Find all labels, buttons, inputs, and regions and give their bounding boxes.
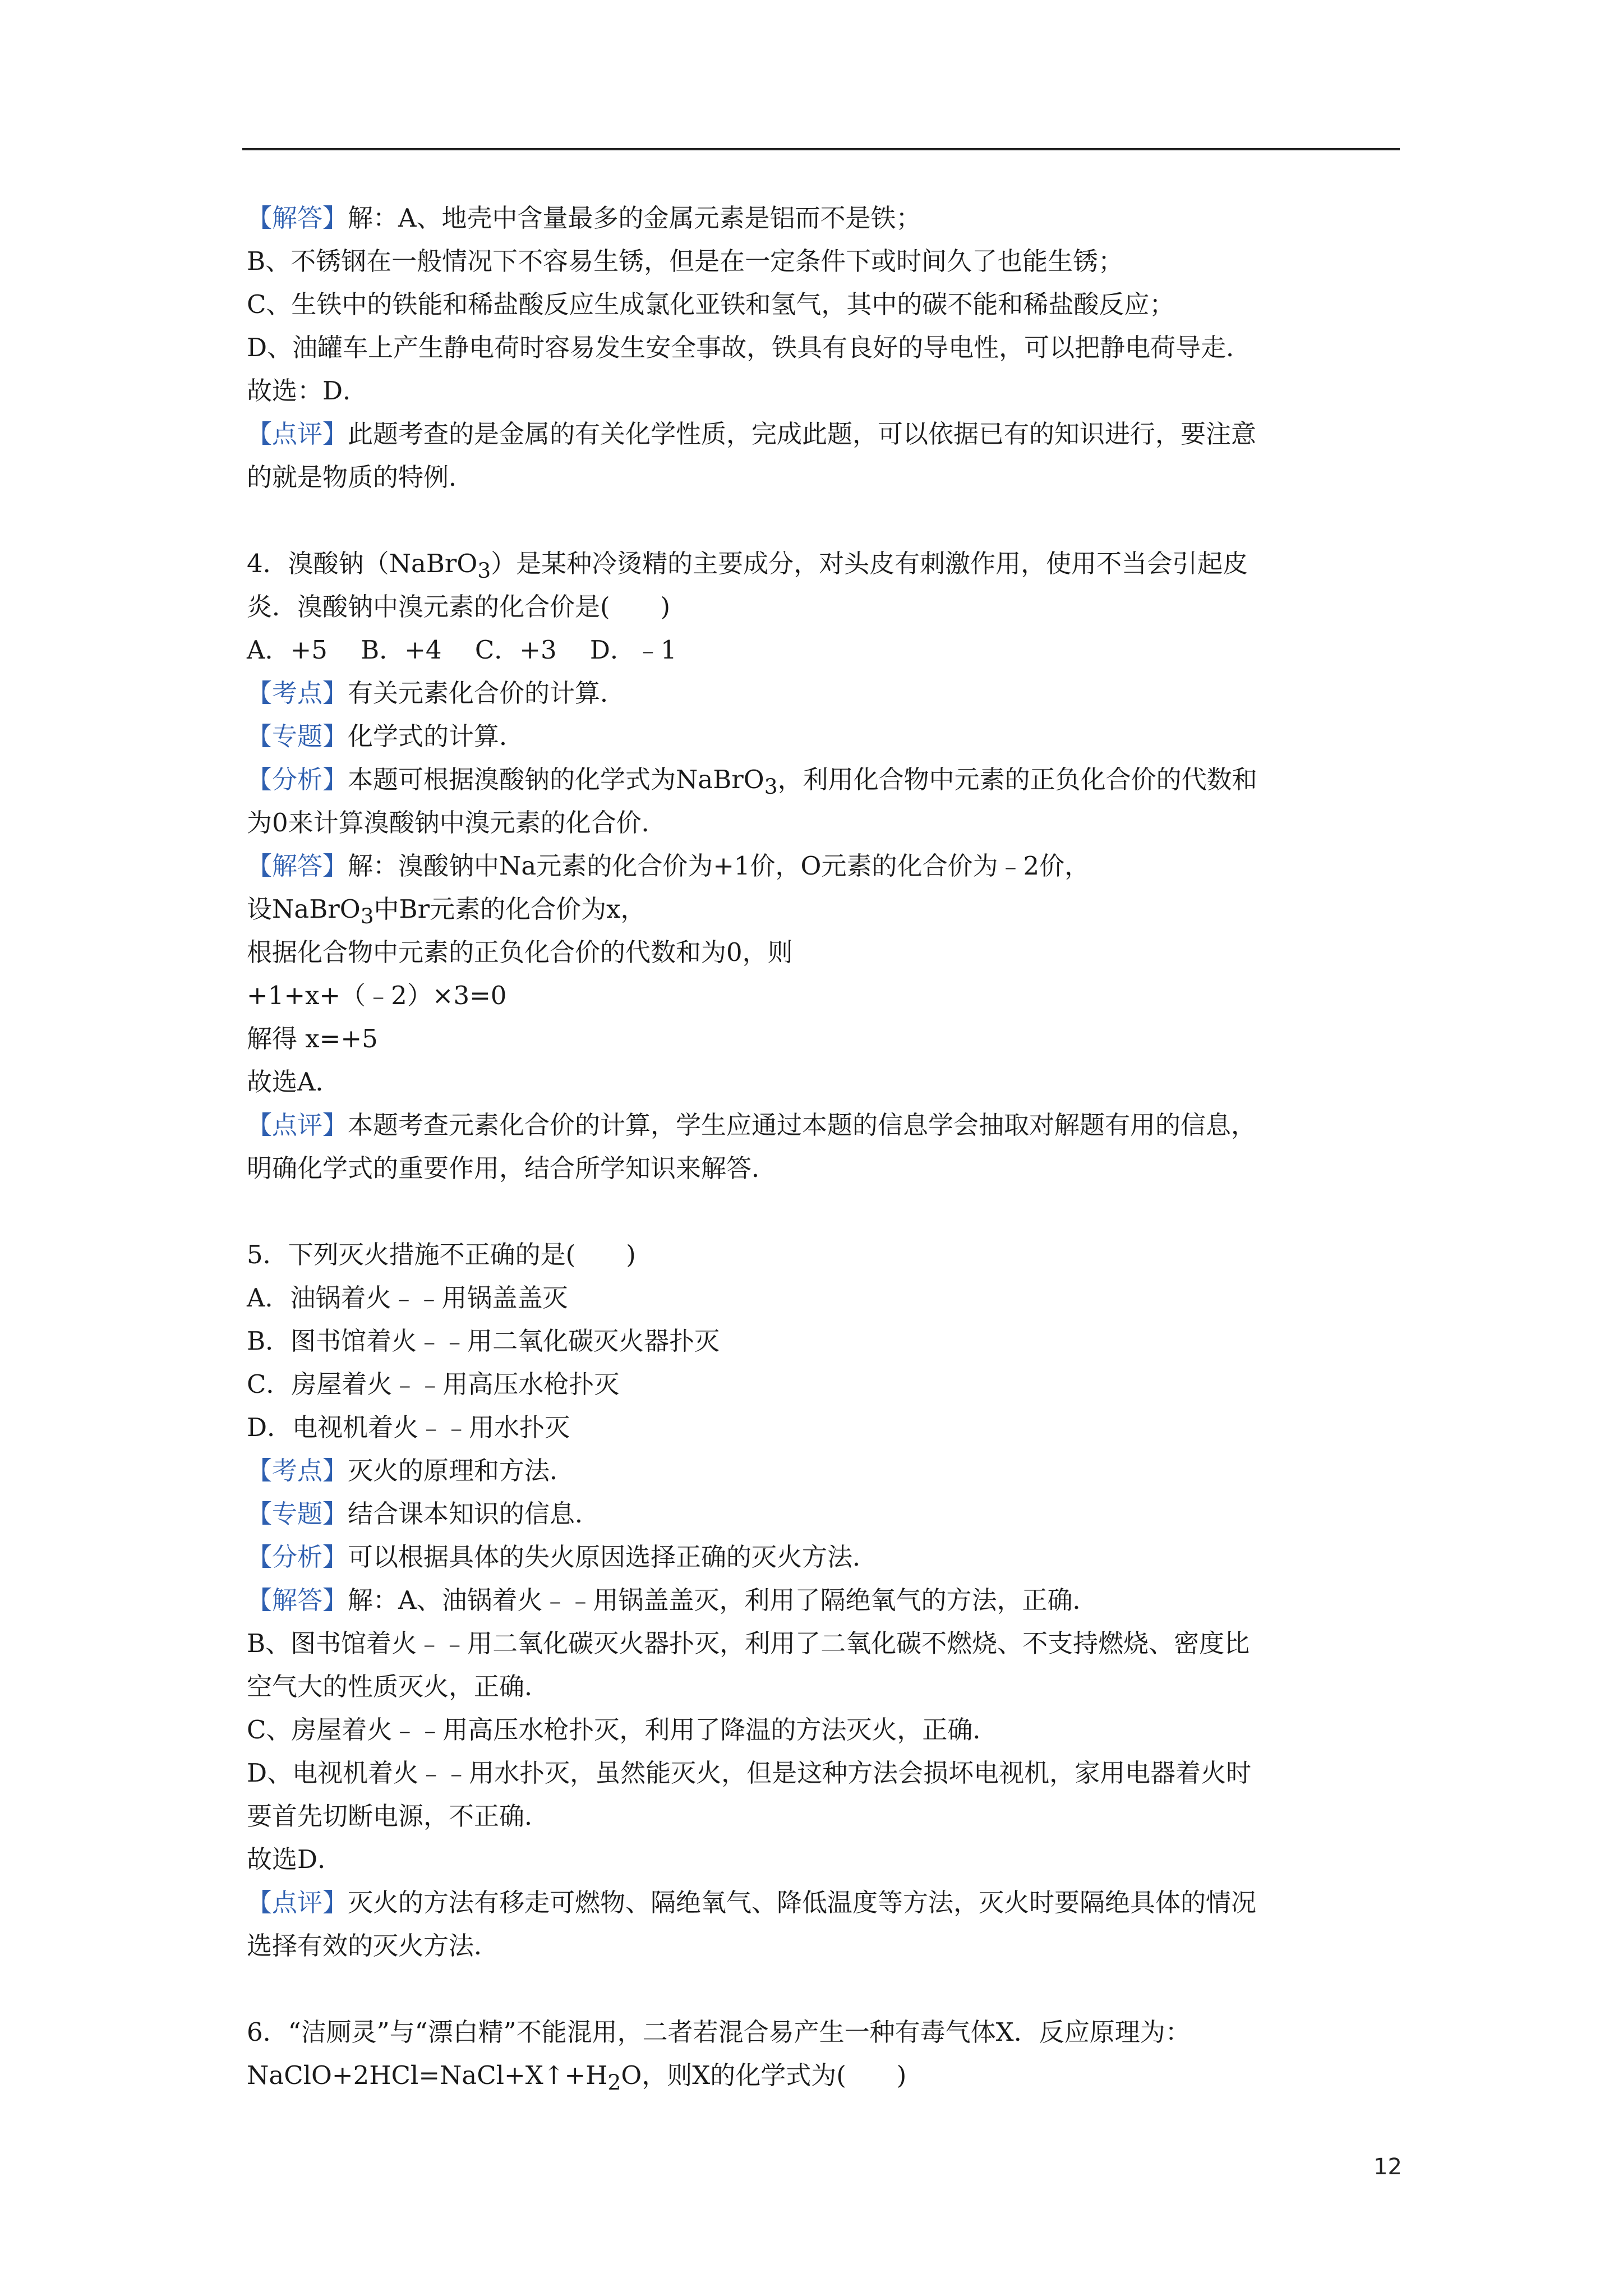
q5-option-b: B．图书馆着火﹣﹣用二氧化碳灭火器扑灭	[247, 1326, 720, 1356]
header-rule	[242, 148, 1400, 150]
q4-stem-line-2: 炎．溴酸钠中溴元素的化合价是( )	[247, 592, 671, 622]
q4-comment-line	[247, 1103, 1402, 1147]
q4-analysis-line	[247, 758, 1402, 801]
analysis-tag: 【分析】	[247, 1542, 348, 1572]
document-body	[247, 196, 1402, 2097]
q6-equation-part: NaClO+2HCl=NaCl+X↑+H	[247, 2060, 608, 2090]
answer-tag: 【解答】	[247, 851, 348, 881]
q5-answer-line	[247, 1579, 1402, 1622]
q4-topic-line	[247, 671, 1402, 715]
q4-answer-text: 解：溴酸钠中Na元素的化合价为+1价，O元素的化合价为﹣2价，	[348, 851, 1090, 881]
q4-stem-part: ）是某种冷烫精的主要成分，对头皮有刺激作用，使用不当会引起皮	[491, 549, 1248, 578]
q5-answer-b: B、图书馆着火﹣﹣用二氧化碳灭火器扑灭，利用了二氧化碳不燃烧、不支持燃烧、密度比	[247, 1628, 1250, 1658]
q3-comment-line	[247, 412, 1402, 455]
q5-subject-line	[247, 1492, 1402, 1535]
q4-analysis-subscript: 3	[764, 774, 778, 799]
q4-comment-text: 本题考查元素化合价的计算，学生应通过本题的信息学会抽取对解题有用的信息，	[348, 1110, 1257, 1140]
q4-analysis-part: ，利用化合物中元素的正负化合价的代数和	[777, 765, 1257, 794]
subject-tag: 【专题】	[247, 721, 348, 751]
analysis-tag: 【分析】	[247, 765, 348, 794]
answer-tag: 【解答】	[247, 1585, 348, 1615]
q4-step-part: 中Br元素的化合价为x，	[374, 894, 646, 924]
q5-answer-c: C、房屋着火﹣﹣用高压水枪扑灭，利用了降温的方法灭火，正确．	[247, 1715, 998, 1745]
q3-line-d: D、油罐车上产生静电荷时容易发生安全事故，铁具有良好的导电性，可以把静电荷导走．	[247, 333, 1252, 362]
q5-comment-continued: 选择有效的灭火方法．	[247, 1931, 500, 1961]
q3-answer-text: 解：A、地壳中含量最多的金属元素是铝而不是铁；	[348, 203, 921, 233]
q4-topic-text: 有关元素化合价的计算．	[348, 678, 626, 708]
q5-answer-d-continued: 要首先切断电源，不正确．	[247, 1801, 550, 1831]
q3-line-c: C、生铁中的铁能和稀盐酸反应生成氯化亚铁和氢气，其中的碳不能和稀盐酸反应；	[247, 289, 1175, 319]
q5-topic-line	[247, 1449, 1402, 1492]
q3-line-b: B、不锈钢在一般情况下不容易生锈，但是在一定条件下或时间久了也能生锈；	[247, 246, 1124, 276]
q5-final-answer: 故选D．	[247, 1844, 343, 1874]
q3-comment-continued: 的就是物质的特例．	[247, 462, 474, 492]
comment-tag: 【点评】	[247, 1888, 348, 1917]
comment-tag: 【点评】	[247, 419, 348, 449]
q4-answer-step-4: +1+x+（﹣2）×3=0	[247, 981, 507, 1010]
q4-answer-step-2	[247, 887, 1402, 931]
q5-comment-text: 灭火的方法有移走可燃物、隔绝氧气、降低温度等方法，灭火时要隔绝具体的情况	[348, 1888, 1257, 1917]
answer-tag: 【解答】	[247, 203, 348, 233]
q5-subject-text: 结合课本知识的信息．	[348, 1499, 601, 1529]
q6-equation-subscript: 2	[607, 2070, 621, 2095]
q4-subject-text: 化学式的计算．	[348, 721, 525, 751]
q4-analysis-continued: 为0来计算溴酸钠中溴元素的化合价．	[247, 808, 667, 838]
q4-stem-line-1	[247, 542, 1402, 585]
q4-answer-step-3: 根据化合物中元素的正负化合价的代数和为0，则	[247, 937, 793, 967]
spacer	[247, 499, 1402, 542]
q4-answer-step-5: 解得 x=+5	[247, 1024, 378, 1053]
subject-tag: 【专题】	[247, 1499, 348, 1529]
q4-step-subscript: 3	[360, 904, 374, 928]
comment-tag: 【点评】	[247, 1110, 348, 1140]
topic-tag: 【考点】	[247, 678, 348, 708]
q5-option-c: C．房屋着火﹣﹣用高压水枪扑灭	[247, 1369, 620, 1399]
q4-stem-part: 4．溴酸钠（NaBrO	[247, 549, 478, 578]
q5-option-d: D．电视机着火﹣﹣用水扑灭	[247, 1412, 570, 1442]
topic-tag: 【考点】	[247, 1456, 348, 1485]
q4-subject-line	[247, 715, 1402, 758]
q5-comment-line	[247, 1881, 1402, 1924]
q5-stem: 5．下列灭火措施不正确的是( )	[247, 1240, 636, 1269]
spacer	[247, 1190, 1402, 1233]
q4-final-answer: 故选A．	[247, 1067, 341, 1097]
q4-comment-continued: 明确化学式的重要作用，结合所学知识来解答．	[247, 1153, 777, 1183]
q5-analysis-text: 可以根据具体的失火原因选择正确的灭火方法．	[348, 1542, 878, 1572]
q4-step-part: 设NaBrO	[247, 894, 361, 924]
q5-topic-text: 灭火的原理和方法．	[348, 1456, 575, 1485]
q4-options: A．+5 B．+4 C．+3 D．﹣1	[247, 635, 677, 665]
q5-answer-b-continued: 空气大的性质灭火，正确．	[247, 1672, 550, 1701]
page-number: 12	[1373, 2154, 1402, 2180]
q6-stem-line-1: 6．“洁厕灵”与“漂白精”不能混用，二者若混合易产生一种有毒气体X．反应原理为：	[247, 2017, 1191, 2047]
spacer	[247, 1967, 1402, 2010]
q4-answer-line	[247, 844, 1402, 887]
q6-stem-line-2	[247, 2054, 1402, 2097]
q3-comment-text: 此题考查的是金属的有关化学性质，完成此题，可以依据已有的知识进行，要注意	[348, 419, 1257, 449]
q3-answer-line	[247, 196, 1402, 240]
q3-final-answer: 故选：D．	[247, 376, 368, 406]
q5-analysis-line	[247, 1535, 1402, 1579]
q5-option-a: A．油锅着火﹣﹣用锅盖盖灭	[247, 1283, 568, 1313]
q5-answer-d: D、电视机着火﹣﹣用水扑灭，虽然能灭火，但是这种方法会损坏电视机，家用电器着火时	[247, 1758, 1252, 1788]
q6-equation-part: O，则X的化学式为( )	[621, 2060, 907, 2090]
q5-answer-text: 解：A、油锅着火﹣﹣用锅盖盖灭，利用了隔绝氧气的方法，正确．	[348, 1585, 1098, 1615]
q4-stem-subscript: 3	[477, 558, 491, 583]
q4-analysis-part: 本题可根据溴酸钠的化学式为NaBrO	[348, 765, 764, 794]
